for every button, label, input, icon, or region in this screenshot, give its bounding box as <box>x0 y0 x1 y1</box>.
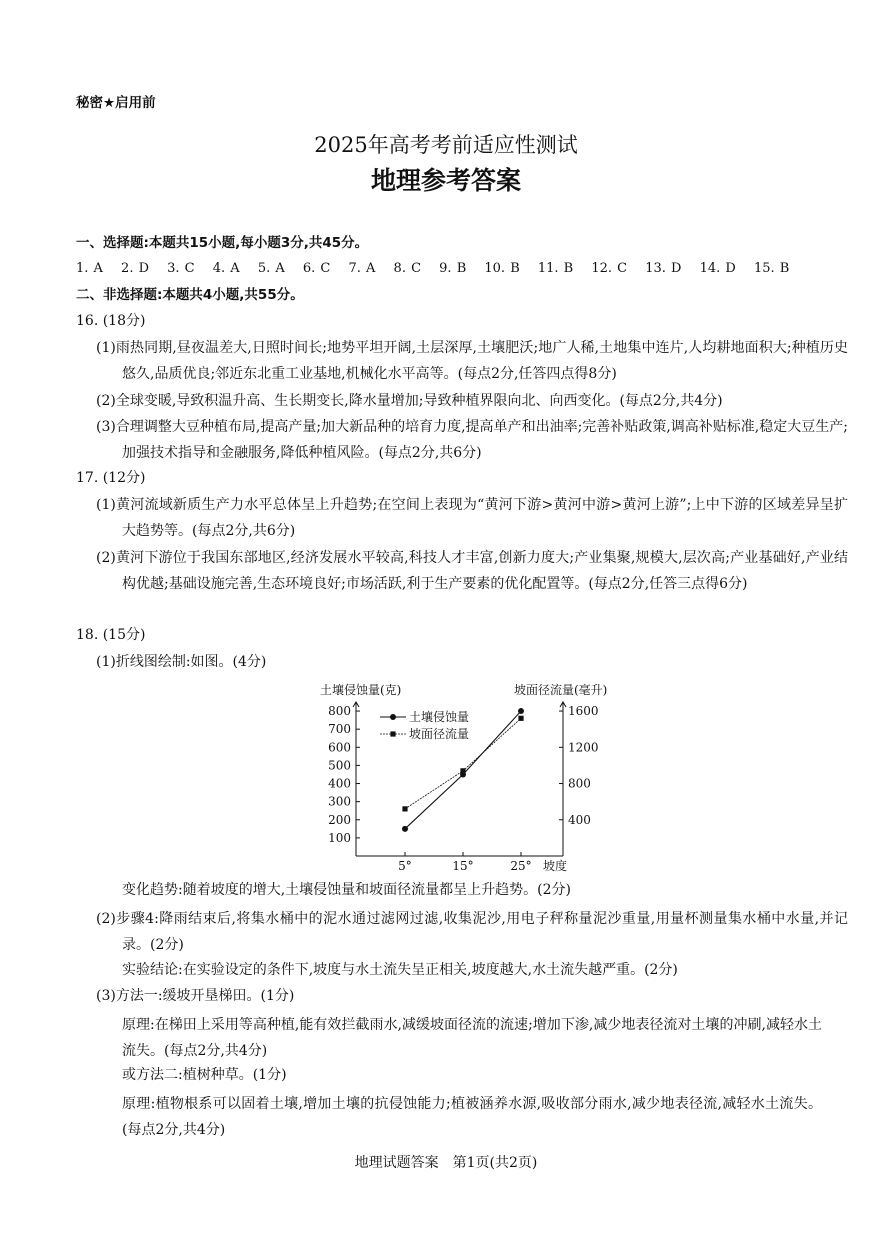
section1-heading: 一、选择题:本题共15小题,每小题3分,共45分。 <box>76 235 369 251</box>
y-left-tick-label: 600 <box>328 740 351 755</box>
q17-answer-1: (1)黄河流域新质生产力水平总体呈上升趋势;在空间上表现为“黄河下游>黄河中游>黄河上游”;上中下游的区域差异呈扩大趋势等。(每点2分,共6分) <box>96 497 848 539</box>
legend-marker <box>390 731 395 736</box>
y-right-tick-label: 800 <box>568 776 591 791</box>
q17-label: 17. (12分) <box>76 470 146 486</box>
exam-title: 2025年高考考前适应性测试 <box>314 133 578 157</box>
data-point <box>460 768 465 773</box>
y-left-tick-label: 700 <box>328 722 351 737</box>
legend-marker <box>390 714 396 720</box>
answer-title: 地理参考答案 <box>370 166 521 195</box>
q16-label: 16. (18分) <box>76 313 146 329</box>
q18-label: 18. (15分) <box>76 627 146 643</box>
q18-conclusion: 实验结论:在实验设定的条件下,坡度与水土流失呈正相关,坡度越大,水土流失越严重。(2分) <box>122 962 678 978</box>
y-right-tick-label: 1600 <box>568 704 599 719</box>
q18-trend: 变化趋势:随着坡度的增大,土壤侵蚀量和坡面径流量都呈上升趋势。(2分) <box>122 882 571 898</box>
y-right-label: 坡面径流量(毫升) <box>514 683 608 697</box>
data-point <box>518 708 524 714</box>
choice-answers: 1. A 2. D 3. C 4. A 5. A 6. C 7. A 8. C 9. B 10. B 11. B 12. C 13. D 14. D 15. B <box>76 261 790 276</box>
q16-answer-1: (1)雨热同期,昼夜温差大,日照时间长;地势平坦开阔,土层深厚,土壤肥沃;地广人稀,土地集中连片,人均耕地面积大;种植历史悠久,品质优良;邻近东北重工业基地,机械化水平高等。(每点2分,任答四点得8分) <box>96 340 848 382</box>
q17-answer-2: (2)黄河下游位于我国东部地区,经济发展水平较高,科技人才丰富,创新力度大;产业集聚,规模大,层次高;产业基础好,产业结构优越;基础设施完善,生态环境良好;市场活跃,利于生产要素的优化配置等。(每点2分,任答三点得6分) <box>96 550 848 592</box>
y-left-tick-label: 100 <box>328 830 351 845</box>
line-chart <box>310 680 610 876</box>
data-point <box>402 806 407 811</box>
x-axis-label: 坡度 <box>543 859 568 873</box>
x-tick-label: 5° <box>398 859 412 873</box>
q18-answer-1: (1)折线图绘制:如图。(4分) <box>96 654 267 670</box>
y-left-tick-label: 300 <box>328 794 351 809</box>
chart-legend <box>380 709 469 741</box>
y-left-tick-label: 500 <box>328 758 351 773</box>
page-footer: 地理试题答案 第1页(共2页) <box>354 1155 538 1171</box>
q18-principle-1: 原理:在梯田上采用等高种植,能有效拦截雨水,减缓坡面径流的流速;增加下渗,减少地表径流对土壤的冲刷,减轻水土流失。(每点2分,共4分) <box>122 1017 822 1059</box>
q16-answer-2: (2)全球变暖,导致积温升高、生长期变长,降水量增加;导致种植界限向北、向西变化。(每点2分,共4分) <box>96 393 723 409</box>
q18-answer-2: (2)步骤4:降雨结束后,将集水桶中的泥水通过滤网过滤,收集泥沙,用电子秤称量泥沙重量,用量杯测量集水桶中水量,并记录。(2分) <box>96 911 848 953</box>
legend-label: 坡面径流量 <box>409 727 470 741</box>
data-point <box>402 826 408 832</box>
q18-answer-3: (3)方法一:缓坡开垦梯田。(1分) <box>96 988 295 1004</box>
y-left-label: 土壤侵蚀量(克) <box>320 683 402 697</box>
x-tick-label: 25° <box>510 859 532 873</box>
data-point <box>518 716 523 721</box>
section2-heading: 二、非选择题:本题共4小题,共55分。 <box>76 287 304 303</box>
q18-principle-2: 原理:植物根系可以固着土壤,增加土壤的抗侵蚀能力;植被涵养水源,吸收部分雨水,减少地表径流,减轻水土流失。(每点2分,共4分) <box>122 1096 822 1138</box>
y-right-tick-label: 400 <box>568 812 591 827</box>
q18-method-2: 或方法二:植树种草。(1分) <box>122 1067 287 1083</box>
y-right-tick-label: 1200 <box>568 740 599 755</box>
secret-label: 秘密★启用前 <box>76 95 156 111</box>
q16-answer-3: (3)合理调整大豆种植布局,提高产量;加大新品种的培育力度,提高单产和出油率;完善补贴政策,调高补贴标准,稳定大豆生产;加强技术指导和金融服务,降低种植风险。(每点2分,共6分) <box>96 419 848 461</box>
y-left-tick-label: 400 <box>328 776 351 791</box>
x-tick-label: 15° <box>452 859 474 873</box>
y-left-tick-label: 200 <box>328 812 351 827</box>
y-left-tick-label: 800 <box>328 704 351 719</box>
legend-label: 土壤侵蚀量 <box>409 710 470 724</box>
